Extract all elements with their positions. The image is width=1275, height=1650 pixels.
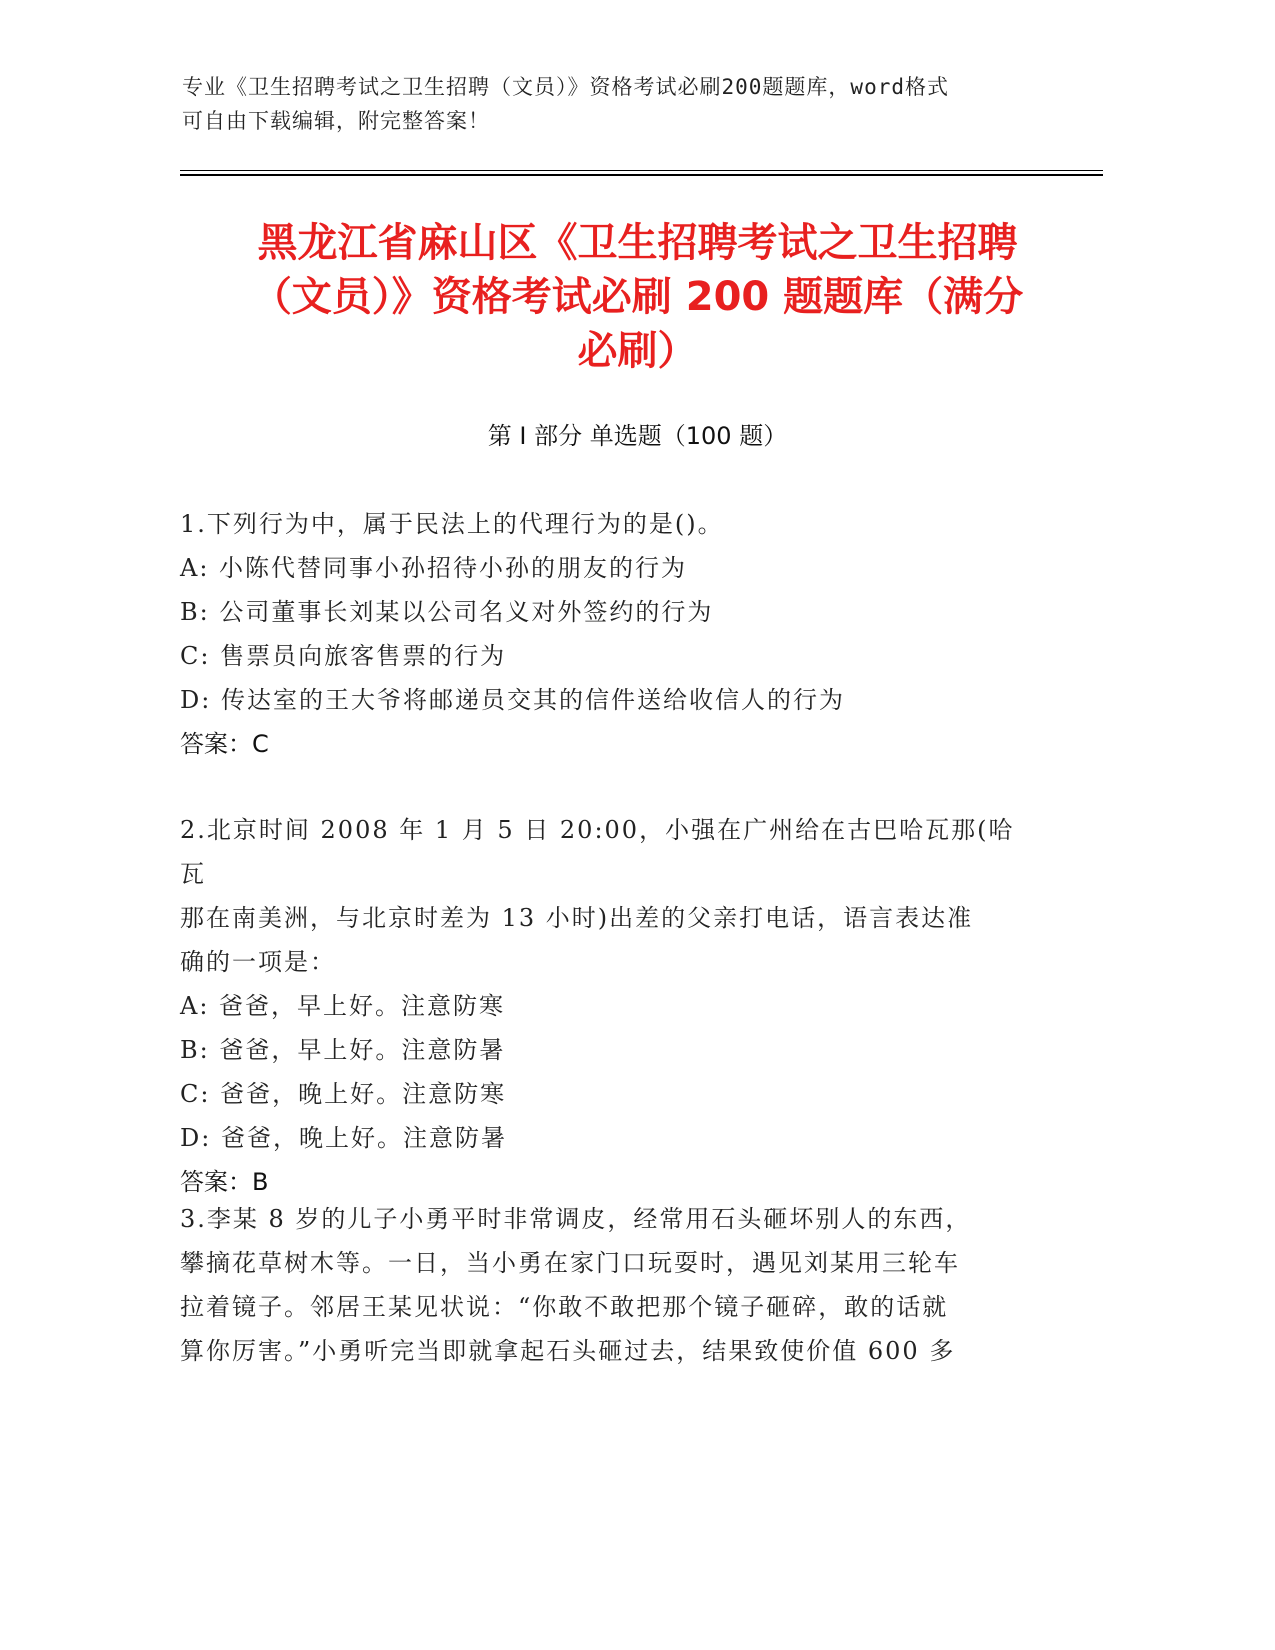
option-a: A: 小陈代替同事小孙招待小孙的朋友的行为	[180, 554, 688, 582]
question-stem-line: 确的一项是：	[180, 948, 336, 976]
question-stem-line: 3.李某 8 岁的儿子小勇平时非常调皮，经常用石头砸坏别人的东西，	[180, 1205, 972, 1233]
question-stem-line: 2.北京时间 2008 年 1 月 5 日 20:00，小强在广州给在古巴哈瓦那(哈瓦	[180, 816, 1015, 888]
option-d: D: 传达室的王大爷将邮递员交其的信件送给收信人的行为	[180, 686, 845, 714]
option-c: C: 爸爸，晚上好。注意防寒	[180, 1080, 507, 1108]
header-rule-thin	[180, 170, 1103, 171]
option-b: B: 爸爸，早上好。注意防暑	[180, 1036, 506, 1064]
answer: 答案：B	[180, 1168, 269, 1196]
question-stem-line: 那在南美洲，与北京时差为 13 小时)出差的父亲打电话，语言表达准	[180, 904, 974, 932]
question-stem-line: 算你厉害。”小勇听完当即就拿起石头砸过去，结果致使价值 600 多	[180, 1337, 956, 1365]
header-rule-thick	[180, 174, 1103, 176]
question-stem-line: 拉着镜子。邻居王某见状说：“你敢不敢把那个镜子砸碎，敢的话就	[180, 1293, 949, 1321]
answer: 答案：C	[180, 730, 269, 758]
question-2	[180, 808, 1040, 1204]
title-line-1: 黑龙江省麻山区《卫生招聘考试之卫生招聘	[257, 220, 1018, 266]
header-note-line-1: 专业《卫生招聘考试之卫生招聘（文员）》资格考试必刷200题题库，word格式	[182, 75, 949, 99]
title-line-2: （文员）》资格考试必刷 200 题题库（满分	[251, 274, 1024, 320]
header-note-line-2: 可自由下载编辑，附完整答案！	[182, 109, 490, 133]
option-d: D: 爸爸，晚上好。注意防暑	[180, 1124, 507, 1152]
section-heading: 第 I 部分 单选题（100 题）	[487, 422, 788, 450]
question-stem: 1.下列行为中，属于民法上的代理行为的是()。	[180, 510, 724, 538]
option-b: B: 公司董事长刘某以公司名义对外签约的行为	[180, 598, 714, 626]
header-note	[182, 70, 1042, 138]
document-title	[150, 216, 1125, 378]
question-1	[180, 502, 1040, 766]
option-c: C: 售票员向旅客售票的行为	[180, 642, 507, 670]
question-3	[180, 1197, 1040, 1373]
option-a: A: 爸爸，早上好。注意防寒	[180, 992, 506, 1020]
question-stem-line: 攀摘花草树木等。一日，当小勇在家门口玩耍时，遇见刘某用三轮车	[180, 1249, 960, 1277]
title-line-3: 必刷）	[577, 328, 698, 374]
